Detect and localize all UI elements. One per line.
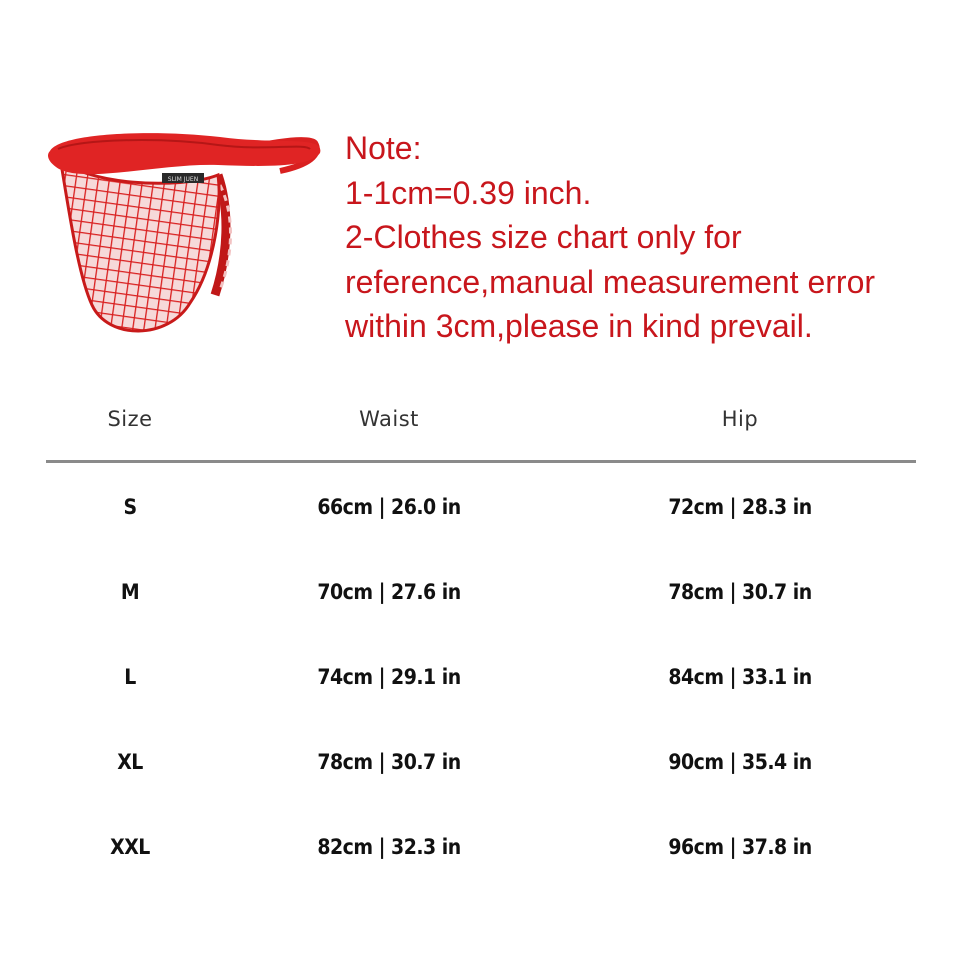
- note-line: Note:: [345, 130, 422, 166]
- header-divider: [46, 460, 916, 463]
- product-image: [40, 115, 330, 365]
- table-row: [46, 835, 916, 875]
- cell-size: M: [120, 580, 140, 604]
- header-size: Size: [107, 407, 153, 431]
- table-row: [46, 665, 916, 705]
- cell-size: L: [124, 665, 136, 689]
- cell-waist: 78cm | 30.7 in: [317, 750, 461, 774]
- cell-hip: 90cm | 35.4 in: [668, 750, 812, 774]
- cell-waist: 70cm | 27.6 in: [317, 580, 461, 604]
- cell-hip: 78cm | 30.7 in: [668, 580, 812, 604]
- cell-hip: 84cm | 33.1 in: [668, 665, 812, 689]
- note-line: 2-Clothes size chart only for: [345, 219, 742, 255]
- cell-waist: 66cm | 26.0 in: [317, 495, 461, 519]
- note-line: within 3cm,please in kind prevail.: [345, 308, 813, 344]
- cell-size: S: [123, 495, 137, 519]
- cell-hip: 96cm | 37.8 in: [668, 835, 812, 859]
- table-row: [46, 580, 916, 620]
- size-chart-table: [46, 395, 916, 859]
- cell-waist: 74cm | 29.1 in: [317, 665, 461, 689]
- note-line: reference,manual measurement error: [345, 263, 876, 300]
- table-row: [46, 495, 916, 535]
- table-header: [46, 395, 916, 445]
- header-waist: Waist: [359, 407, 419, 431]
- cell-hip: 72cm | 28.3 in: [668, 495, 812, 519]
- cell-waist: 82cm | 32.3 in: [317, 835, 461, 859]
- cell-size: XXL: [110, 835, 150, 859]
- table-row: [46, 750, 916, 790]
- cell-size: XL: [117, 750, 143, 774]
- header-hip: Hip: [721, 407, 759, 431]
- brand-tag-text: SLIM JUEN: [167, 176, 199, 183]
- note-line: 1-1cm=0.39 inch.: [345, 174, 592, 211]
- size-note: [345, 126, 875, 349]
